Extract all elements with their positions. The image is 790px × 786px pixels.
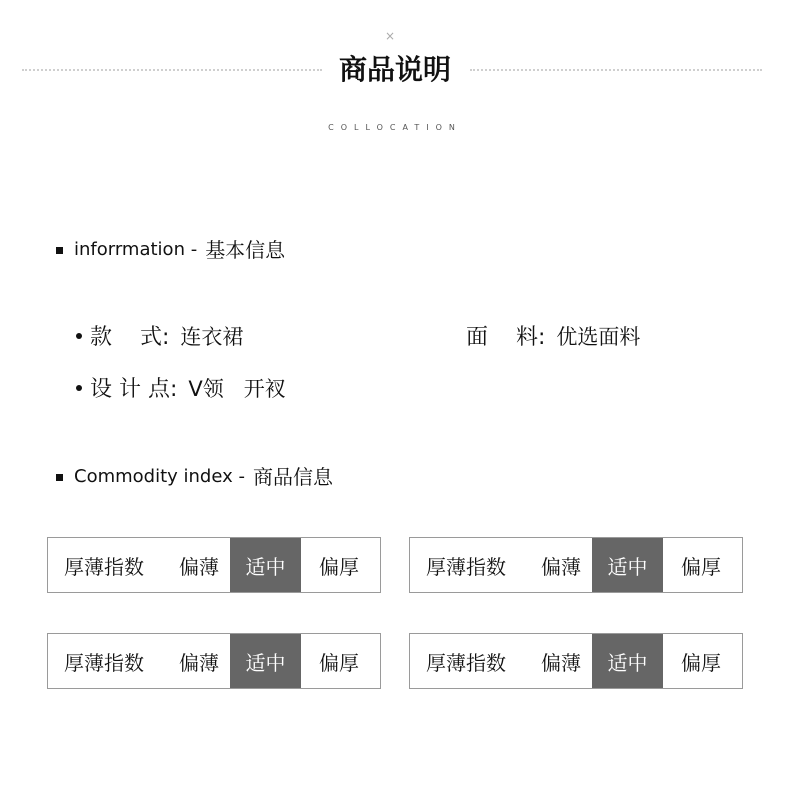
style-row: [76, 322, 243, 353]
thickness-index-box: [47, 633, 381, 689]
info-section-heading: [56, 238, 285, 262]
index-label: 厚薄指数: [64, 554, 144, 579]
thickness-index-box: [409, 537, 743, 593]
design-label: 设 计 点:: [90, 377, 178, 402]
page-subtitle: COLLOCATION: [328, 123, 462, 132]
fabric-value: 优选面料: [556, 325, 641, 349]
option-thin: 偏薄: [541, 554, 581, 579]
page-title: 商品说明: [338, 53, 451, 86]
option-thick: 偏厚: [319, 650, 359, 675]
style-value: 连衣裙: [180, 325, 244, 349]
design-row: [76, 374, 286, 405]
index-label: 厚薄指数: [426, 554, 506, 579]
option-thin: 偏薄: [179, 554, 219, 579]
dot-bullet-icon: [76, 385, 82, 391]
info-section-label-cn: 基本信息: [205, 238, 286, 262]
index-section-label-cn: 商品信息: [252, 465, 333, 489]
dot-bullet-icon: [76, 333, 82, 339]
option-thin: 偏薄: [179, 650, 219, 675]
square-bullet-icon: [56, 474, 63, 481]
index-label: 厚薄指数: [64, 650, 144, 675]
info-section-label-en: inforrmation -: [74, 239, 198, 260]
index-section-heading: [56, 465, 333, 489]
option-medium-selected: 适中: [230, 538, 301, 592]
option-thick: 偏厚: [681, 554, 721, 579]
close-icon[interactable]: ×: [385, 29, 396, 43]
design-value: V领 开衩: [188, 377, 286, 401]
thickness-index-box: [47, 537, 381, 593]
thickness-index-box: [409, 633, 743, 689]
option-medium-selected: 适中: [230, 634, 301, 688]
option-thick: 偏厚: [681, 650, 721, 675]
square-bullet-icon: [56, 247, 63, 254]
style-label: 款 式:: [90, 325, 170, 350]
fabric-label: 面 料:: [466, 325, 546, 350]
option-medium-selected: 适中: [592, 538, 663, 592]
index-section-label-en: Commodity index -: [74, 466, 245, 487]
fabric-row: [466, 322, 640, 353]
index-label: 厚薄指数: [426, 650, 506, 675]
option-thin: 偏薄: [541, 650, 581, 675]
option-thick: 偏厚: [319, 554, 359, 579]
option-medium-selected: 适中: [592, 634, 663, 688]
